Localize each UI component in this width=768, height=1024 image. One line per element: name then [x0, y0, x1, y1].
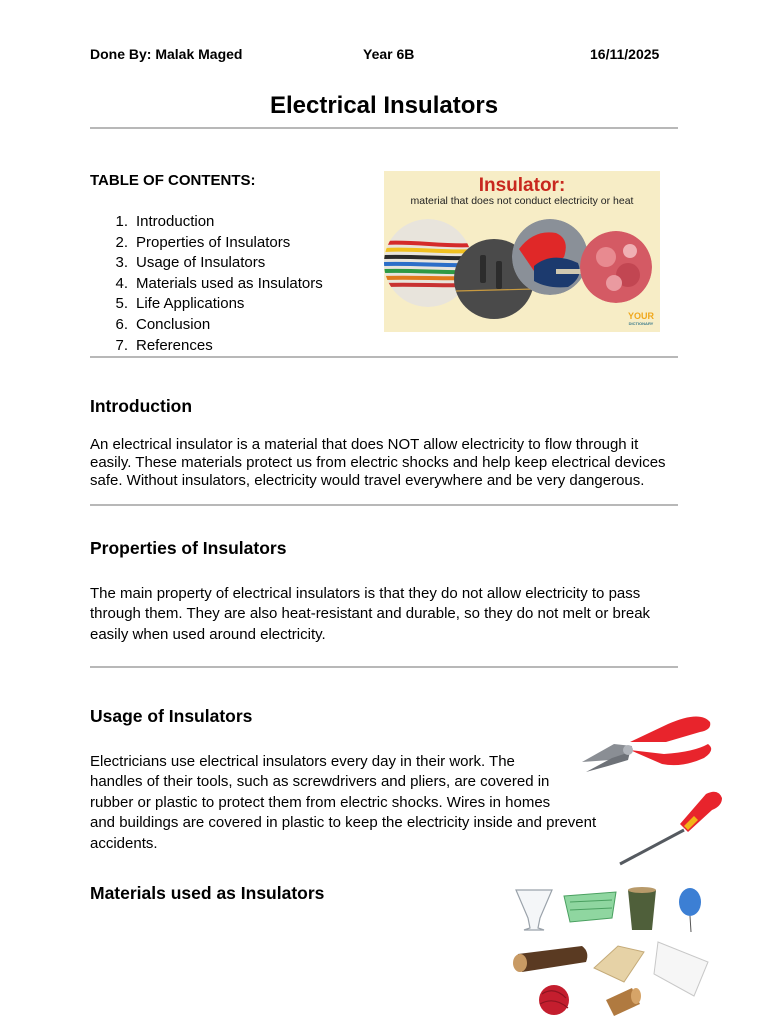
text-line: handles of their tools, such as screwdrivers and pliers, are covered in [90, 773, 550, 791]
toc-item-label: Life Applications [136, 295, 245, 313]
text-line: The main property of electrical insulators is that they do not allow electricity to pass [90, 585, 641, 602]
toc-item [112, 253, 323, 274]
gloves-photo [512, 219, 588, 295]
toc-item [112, 212, 323, 233]
pliers-icon [582, 716, 711, 772]
paper-icon [654, 942, 708, 996]
properties-text [90, 584, 650, 645]
text-line: accidents. [90, 834, 158, 852]
plastic-basket-icon [564, 892, 616, 922]
author-label: Done By: Malak Maged [90, 46, 243, 62]
divider [90, 504, 678, 506]
rubber-balloon-icon [679, 888, 701, 932]
toc-item [112, 233, 323, 254]
toc-item-number: 7. [115, 336, 128, 354]
wood-log-icon [513, 946, 587, 972]
properties-heading: Properties of Insulators [90, 538, 287, 558]
text-line: through them. They are also heat-resistant and durable, so they do not melt or break [90, 605, 651, 623]
insulator-materials-image [508, 882, 726, 1024]
toc-item-label: References [136, 336, 213, 354]
insulator-definition-image [384, 171, 660, 332]
toc-item-number: 1. [115, 213, 128, 230]
fabric-icon [594, 946, 644, 982]
date-label: 16/11/2025 [590, 46, 660, 62]
toc-item [112, 274, 323, 295]
class-label: Year 6B [363, 46, 415, 62]
toc-item-number: 2. [115, 233, 128, 251]
divider [90, 666, 678, 668]
usage-text [90, 752, 596, 854]
divider [90, 356, 678, 358]
toc-item-number: 3. [115, 254, 128, 272]
toc-item-label: Materials used as Insulators [136, 274, 323, 292]
screwdriver-icon [620, 792, 722, 864]
toc-item [112, 315, 323, 336]
toc-item-number: 4. [115, 274, 128, 292]
divider [90, 127, 678, 129]
text-line: rubber or plastic to protect them from electric shocks. Wires in homes [90, 793, 551, 811]
yourdictionary-logo [628, 312, 654, 328]
toc-item-label: Properties of Insulators [136, 233, 291, 251]
ceramic-cup-icon [628, 887, 656, 930]
fiberglass-photo [580, 231, 652, 303]
text-line: and buildings are covered in plastic to keep the electricity inside and prevent [90, 814, 597, 832]
text-line: Electricians use electrical insulators every day in their work. The [90, 753, 515, 770]
text-line: easily when used around electricity. [90, 625, 326, 643]
toc-item-label: Usage of Insulators [136, 254, 266, 272]
logo-main: YOUR [627, 311, 654, 321]
toc-item-number: 5. [115, 295, 128, 313]
toc-heading: TABLE OF CONTENTS: [90, 172, 256, 189]
wool-ball-icon [539, 985, 569, 1015]
toc-item [112, 336, 323, 357]
toc-item [112, 294, 323, 315]
text-line: An electrical insulator is a material that does NOT allow electricity to flow through it [90, 436, 639, 453]
logo-sub: DICTIONARY [628, 321, 654, 326]
glass-icon [516, 890, 552, 930]
introduction-text [90, 436, 666, 490]
toc-item-label: Conclusion [136, 315, 211, 333]
page-title: Electrical Insulators [269, 92, 499, 119]
materials-heading: Materials used as Insulators [90, 883, 325, 903]
introduction-heading: Introduction [90, 396, 193, 416]
insulated-tools-image [572, 700, 722, 870]
banner-subtitle: material that does not conduct electricity or heat [410, 195, 634, 207]
usage-heading: Usage of Insulators [90, 706, 253, 726]
cork-icon [606, 988, 641, 1016]
banner-title: Insulator: [478, 175, 566, 196]
text-line: safe. Without insulators, electricity would travel everywhere and be very dangerous. [90, 472, 645, 489]
toc-item-label: Introduction [136, 213, 215, 230]
text-line: easily. These materials protect us from electric shocks and help keep electrical devices [90, 454, 666, 471]
toc-item-number: 6. [115, 315, 128, 333]
toc-list [112, 212, 323, 356]
